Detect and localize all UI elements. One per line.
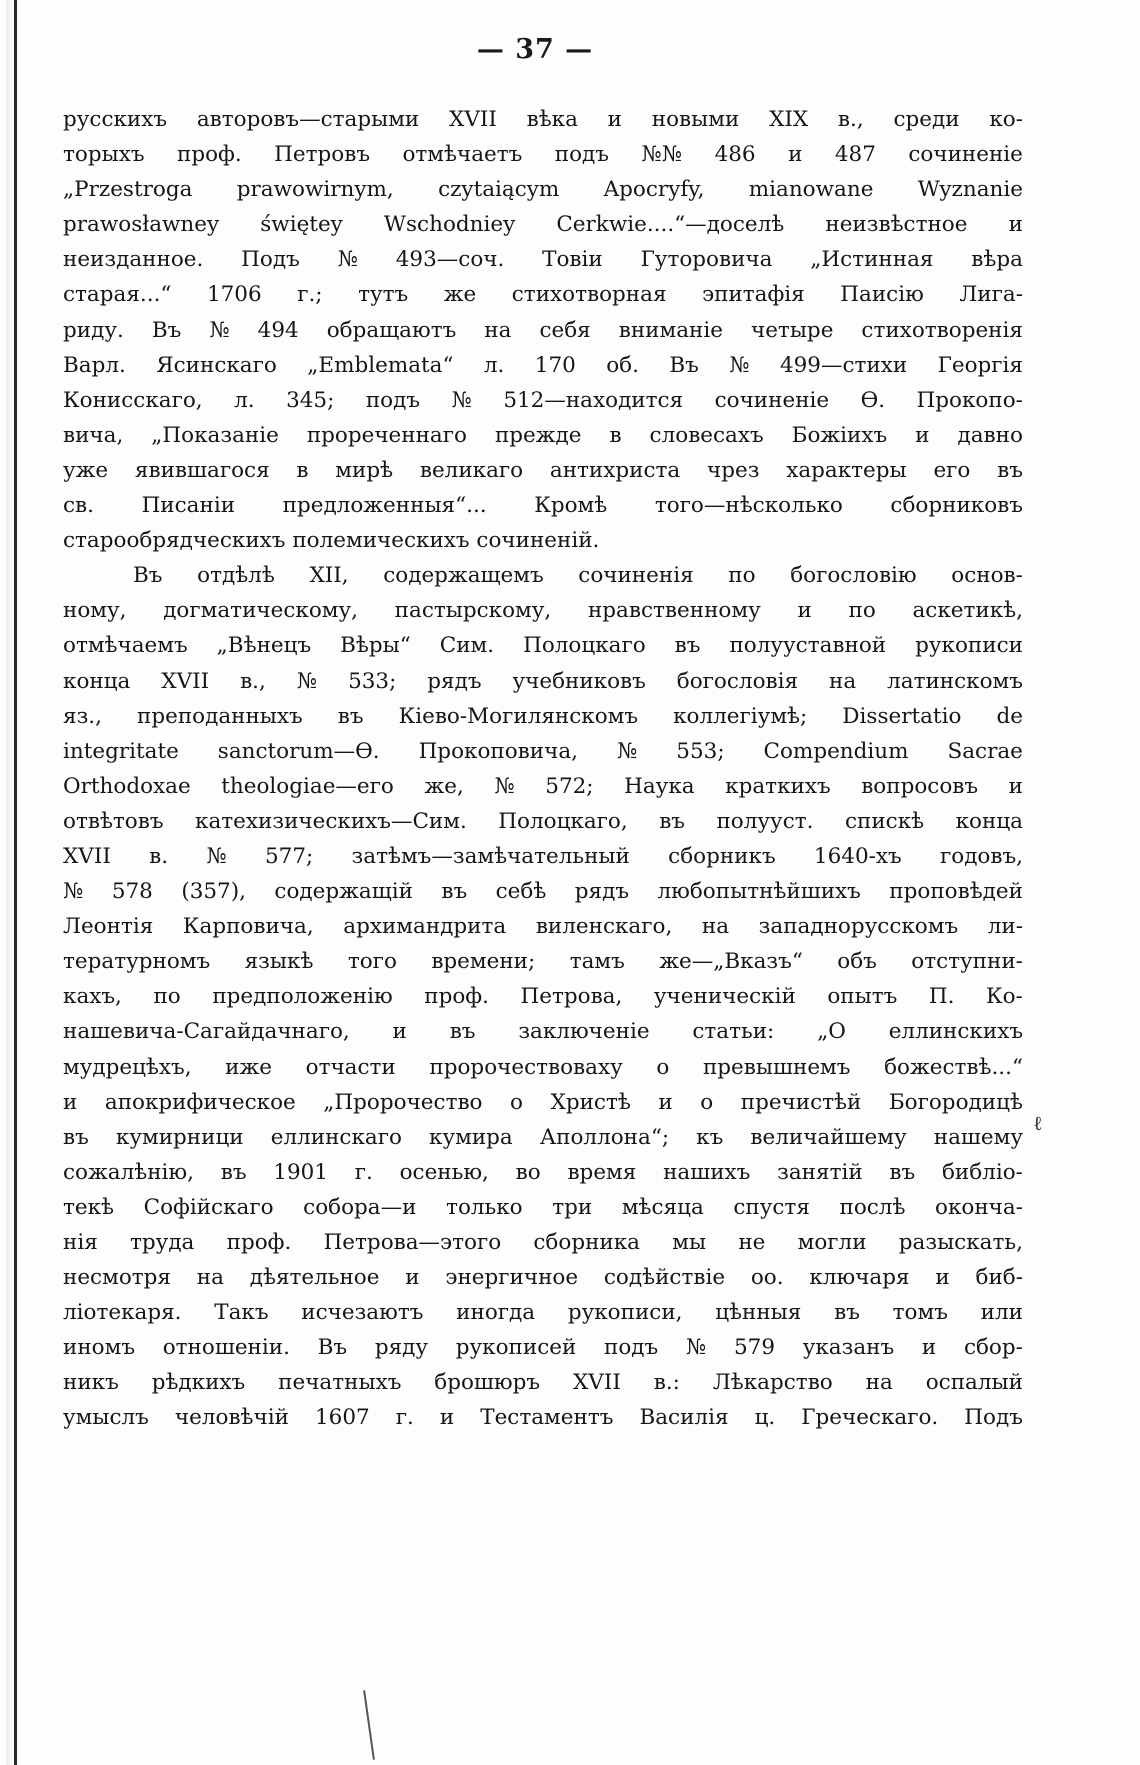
text-line: сожалѣнію, въ 1901 г. осенью, во время нашихъ занятій въ библіо-: [63, 1159, 1023, 1185]
text-line: яз., преподанныхъ въ Кіево-Могилянскомъ коллегіумѣ; Dissertatio de: [63, 703, 1023, 729]
text-line: нашевича-Сагайдачнаго, и въ заключеніе статьи: „О еллинскихъ: [63, 1019, 1023, 1045]
text-line: торыхъ проф. Петровъ отмѣчаетъ подъ №№ 486 и 487 сочиненіе: [63, 142, 1023, 168]
text-line: integritate sanctorum—Ѳ. Прокоповича, № 553; Compendium Sacrae: [63, 738, 1023, 764]
page-edge-shadow: [6, 0, 12, 1765]
text-line: никъ рѣдкихъ печатныхъ брошюръ XVII в.: Лѣкарство на оспалый: [63, 1370, 1023, 1396]
text-line: ному, догматическому, пастырскому, нравственному и по аскетикѣ,: [63, 598, 1023, 624]
text-line: конца XVII в., № 533; рядъ учебниковъ богословія на латинскомъ: [63, 668, 1023, 694]
text-line: русскихъ авторовъ—старыми XVII вѣка и новыми XIX в., среди ко-: [63, 107, 1023, 132]
text-line: мудрецѣхъ, иже отчасти пророчествоваху о превышнемъ божествѣ...“: [63, 1054, 1023, 1080]
text-line: уже явившагося в мирѣ великаго антихриста чрез характеры его въ: [63, 457, 1023, 483]
text-line: ліотекаря. Такъ исчезаютъ иногда рукописи, цѣнныя въ томъ или: [63, 1300, 1023, 1326]
text-line: вича, „Показаніе прореченнаго прежде в словесахъ Божіихъ и давно: [63, 422, 1023, 448]
text-line: и апокрифическое „Пророчество о Христѣ и о пречистѣй Богородицѣ: [63, 1089, 1023, 1115]
text-line: „Przestroga prawowirnym, czytaiącym Apocryfy, mianowane Wyznanie: [63, 177, 1023, 203]
text-line: тературномъ языкѣ того времени; тамъ же—„Вказъ“ объ отступни-: [63, 949, 1023, 975]
margin-mark: ℓ: [1033, 1111, 1043, 1135]
text-line: неизданное. Подъ № 493—соч. Товіи Гуторовича „Истинная вѣра: [63, 247, 1023, 273]
text-line: св. Писаніи предложенныя“... Кромѣ того—нѣсколько сборниковъ: [63, 493, 1023, 519]
text-line: старообрядческихъ полемическихъ сочиненій.: [63, 528, 600, 554]
text-line: нія труда проф. Петрова—этого сборника мы не могли разыскать,: [63, 1230, 1023, 1255]
text-line: старая...“ 1706 г.; тутъ же стихотворная эпитафія Паисію Лига-: [63, 282, 1023, 308]
text-line: № 578 (357), содержащій въ себѣ рядъ любопытнѣйшихъ проповѣдей: [63, 879, 1023, 905]
text-line: кахъ, по предположенію проф. Петрова, ученическій опытъ П. Ко-: [63, 984, 1023, 1010]
text-line: Конисскаго, л. 345; подъ № 512—находится сочиненіе Ѳ. Прокопо-: [63, 387, 1023, 413]
text-line: Варл. Ясинскаго „Emblemata“ л. 170 об. Въ № 499—стихи Георгія: [63, 352, 1023, 378]
text-line: XVII в. № 577; затѣмъ—замѣчательный сборникъ 1640-хъ годовъ,: [63, 843, 1023, 869]
text-line: въ кумирници еллинскаго кумира Аполлона“; къ величайшему нашему: [63, 1124, 1023, 1150]
text-line: текѣ Софійскаго собора—и только три мѣсяца спустя послѣ оконча-: [63, 1194, 1023, 1220]
text-line: prawosławney świętey Wschodniey Cerkwie....“—доселѣ неизвѣстное и: [63, 212, 1023, 238]
text-line: Въ отдѣлѣ XII, содержащемъ сочиненія по богословію основ-: [133, 563, 1023, 589]
body-text: [63, 102, 1023, 1436]
text-line: риду. Въ № 494 обращаютъ на себя вниманіе четыре стихотворенія: [63, 317, 1023, 343]
text-line: иномъ отношеніи. Въ ряду рукописей подъ № 579 указанъ и сбор-: [63, 1335, 1023, 1361]
text-line: Orthodoxae theologiae—его же, № 572; Наука краткихъ вопросовъ и: [63, 773, 1023, 799]
text-line: умыслъ человѣчій 1607 г. и Тестаментъ Василія ц. Греческаго. Подъ: [63, 1405, 1023, 1431]
page-edge-line: [14, 0, 17, 1765]
text-line: Леонтія Карповича, архимандрита виленскаго, на западнорусскомъ ли-: [63, 914, 1023, 940]
text-line: несмотря на дѣятельное и энергичное содѣйствіе оо. ключаря и биб-: [63, 1265, 1023, 1291]
text-line: отвѣтовъ катехизическихъ—Сим. Полоцкаго, въ полууст. спискѣ конца: [63, 808, 1023, 834]
scan-artifact: [363, 1690, 375, 1760]
text-line: отмѣчаемъ „Вѣнецъ Вѣры“ Сим. Полоцкаго въ полууставной рукописи: [63, 633, 1023, 659]
page-number: — 37 —: [476, 34, 594, 65]
